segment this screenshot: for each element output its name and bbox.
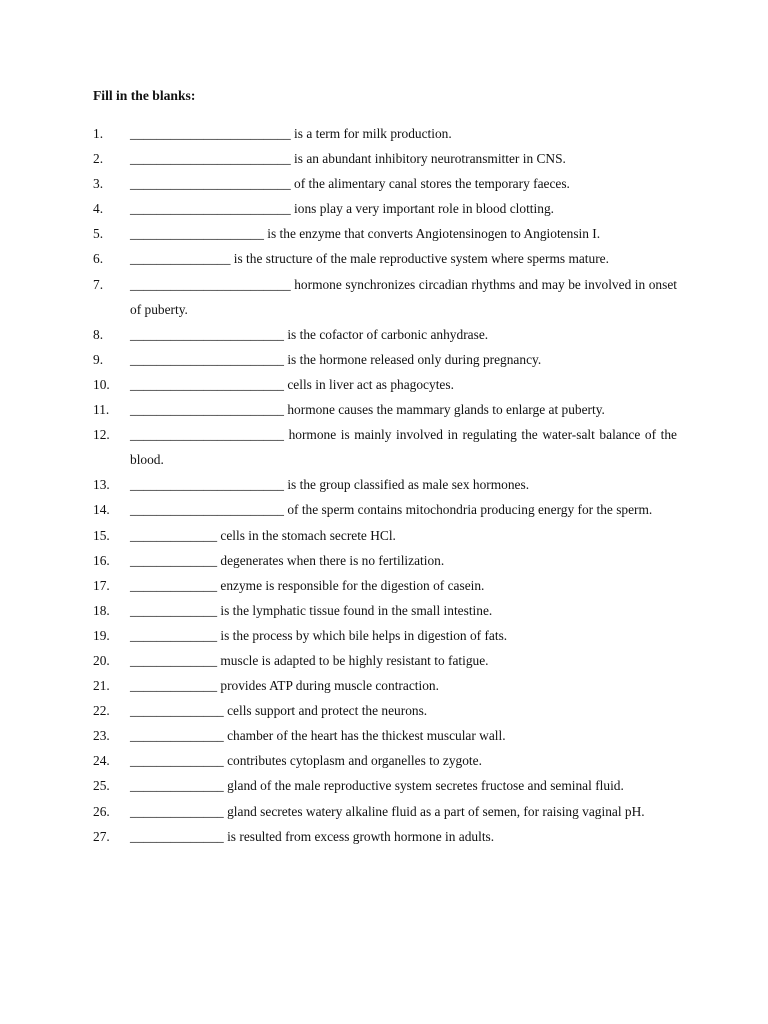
question-number: 21. <box>93 678 110 694</box>
question-item <box>93 824 677 849</box>
question-item <box>93 773 677 798</box>
question-item <box>93 523 677 548</box>
question-text: _____________ enzyme is responsible for the digestion of casein. <box>130 577 485 593</box>
question-number: 18. <box>93 602 110 618</box>
question-text: _______________________ of the sperm contains mitochondria producing energy for the sperm. <box>130 502 653 518</box>
question-item <box>93 272 681 322</box>
question-item <box>93 397 677 422</box>
question-number: 1. <box>93 126 104 141</box>
question-number: 26. <box>93 803 110 819</box>
question-item <box>93 648 677 673</box>
question-text: ________________________ hormone synchronizes circadian rhythms and may be involved in onset of puberty. <box>130 276 681 317</box>
question-item <box>93 472 677 497</box>
question-text: ________________________ of the alimentary canal stores the temporary faeces. <box>130 176 570 192</box>
question-item <box>93 196 677 221</box>
question-number: 22. <box>93 703 110 719</box>
question-item <box>93 698 677 723</box>
question-item <box>93 146 677 171</box>
question-number: 7. <box>93 276 104 292</box>
question-number: 25. <box>93 778 110 794</box>
question-text: ____________________ is the enzyme that converts Angiotensinogen to Angiotensin I. <box>130 226 601 242</box>
question-text: _____________ is the process by which bile helps in digestion of fats. <box>130 627 508 643</box>
question-item <box>93 171 677 196</box>
question-number: 13. <box>93 477 110 493</box>
question-text: _____________ is the lymphatic tissue found in the small intestine. <box>130 602 493 618</box>
question-item <box>93 598 677 623</box>
question-number: 12. <box>93 427 110 443</box>
question-number: 23. <box>93 728 110 744</box>
question-item <box>93 121 677 146</box>
question-text: ________________________ is a term for milk production. <box>130 126 452 141</box>
question-text: ________________________ ions play a very important role in blood clotting. <box>130 201 554 217</box>
question-item <box>93 422 681 472</box>
question-item <box>93 573 677 598</box>
question-item <box>93 372 677 397</box>
question-number: 2. <box>93 151 104 167</box>
question-number: 17. <box>93 577 110 593</box>
question-item <box>93 799 677 824</box>
question-number: 3. <box>93 176 104 192</box>
question-number: 8. <box>93 326 104 342</box>
question-text: _______________________ cells in liver act as phagocytes. <box>130 376 454 392</box>
question-number: 14. <box>93 502 110 518</box>
question-item <box>93 548 677 573</box>
question-text: _______________________ is the hormone released only during pregnancy. <box>130 351 542 367</box>
question-item <box>93 347 677 372</box>
question-text: _____________ cells in the stomach secrete HCl. <box>130 527 396 543</box>
question-text: _______________________ hormone is mainly involved in regulating the water-salt balance of the blood. <box>130 427 681 468</box>
question-number: 20. <box>93 652 110 668</box>
question-item <box>93 322 677 347</box>
question-text: ______________ chamber of the heart has the thickest muscular wall. <box>130 728 506 744</box>
question-item <box>93 748 677 773</box>
question-number: 15. <box>93 527 110 543</box>
question-text: ______________ cells support and protect the neurons. <box>130 703 428 719</box>
question-number: 16. <box>93 552 110 568</box>
question-number: 24. <box>93 753 110 769</box>
question-text: _____________ muscle is adapted to be highly resistant to fatigue. <box>130 652 489 668</box>
question-number: 4. <box>93 201 104 217</box>
question-number: 19. <box>93 627 110 643</box>
question-text: ______________ is resulted from excess growth hormone in adults. <box>130 828 495 844</box>
question-number: 5. <box>93 226 104 242</box>
question-text: ______________ gland of the male reproductive system secretes fructose and seminal fluid. <box>130 778 624 794</box>
question-text: _______________________ is the group classified as male sex hormones. <box>130 477 530 493</box>
question-number: 6. <box>93 251 104 267</box>
question-text: _______________________ is the cofactor of carbonic anhydrase. <box>130 326 489 342</box>
question-text: ________________________ is an abundant inhibitory neurotransmitter in CNS. <box>130 151 566 167</box>
question-item <box>93 221 677 246</box>
question-text: ______________ contributes cytoplasm and organelles to zygote. <box>130 753 482 769</box>
question-item <box>93 623 677 648</box>
question-text: _____________ provides ATP during muscle contraction. <box>130 678 439 694</box>
question-text: _____________ degenerates when there is no fertilization. <box>130 552 445 568</box>
worksheet-heading: Fill in the blanks: <box>93 88 196 103</box>
question-item <box>93 673 677 698</box>
question-item <box>93 723 677 748</box>
question-number: 11. <box>93 402 110 418</box>
question-item <box>93 246 677 271</box>
question-list <box>93 121 681 849</box>
question-text: ______________ gland secretes watery alkaline fluid as a part of semen, for raising vaginal pH. <box>130 803 645 819</box>
question-number: 27. <box>93 828 110 844</box>
question-item <box>93 497 677 522</box>
question-text: _______________________ hormone causes the mammary glands to enlarge at puberty. <box>130 402 605 418</box>
question-number: 9. <box>93 351 104 367</box>
question-text: _______________ is the structure of the male reproductive system where sperms mature. <box>130 251 609 267</box>
question-number: 10. <box>93 376 110 392</box>
